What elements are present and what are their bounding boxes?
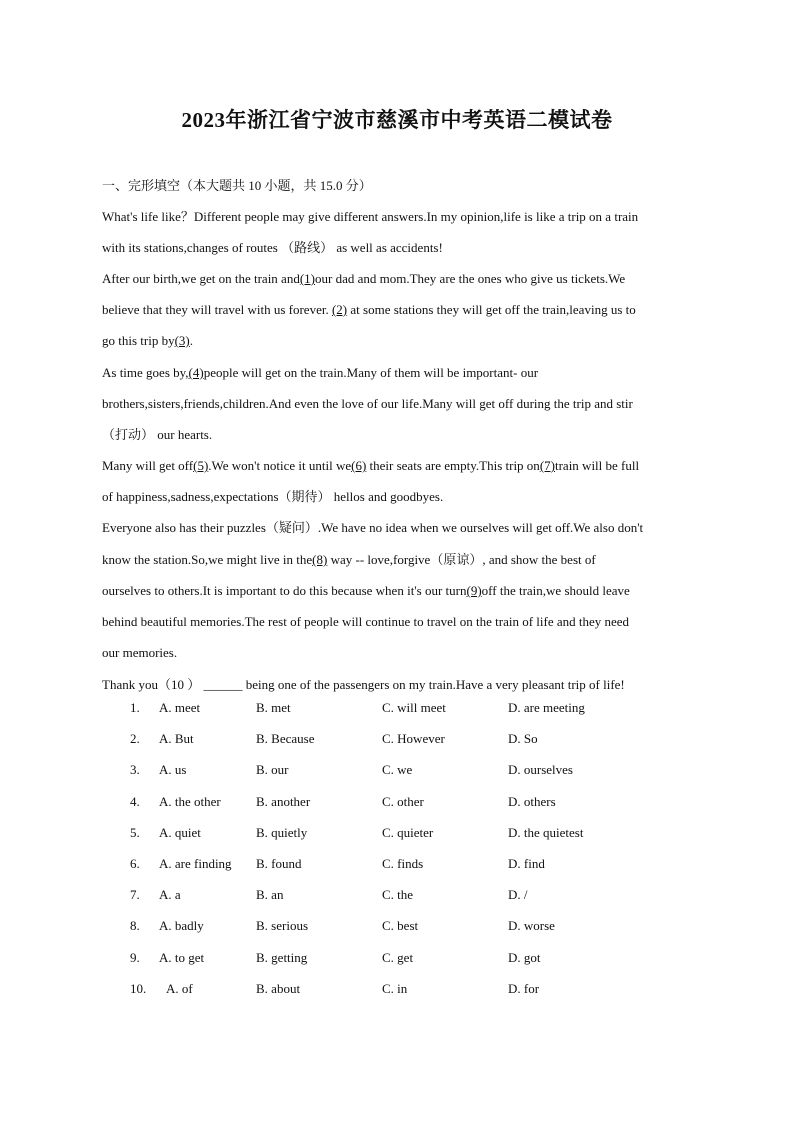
passage-line (102, 450, 702, 481)
question-number: 9. (130, 949, 140, 965)
passage-text: behind beautiful memories.The rest of people will continue to travel on the train of life and they need (102, 614, 630, 629)
option-b: B. about (256, 980, 301, 996)
question-row (0, 794, 794, 814)
blank-marker: (6) (351, 458, 367, 473)
option-b: B. quietly (256, 824, 308, 840)
option-c: C. best (382, 918, 419, 934)
option-c: C. other (382, 793, 424, 809)
passage-line (102, 669, 702, 700)
question-row (0, 950, 794, 970)
question-number: 1. (130, 700, 140, 715)
option-b: B. our (256, 762, 289, 778)
option-a: A. us (159, 762, 187, 778)
question-number: 5. (130, 824, 140, 840)
question-row (0, 825, 794, 845)
option-c: C. will meet (382, 700, 446, 715)
question-row (0, 700, 794, 720)
passage-text: （打动） our hearts. (102, 427, 213, 442)
passage-text: know the station.So,we might live in the (102, 552, 313, 567)
passage-line (102, 575, 702, 606)
question-row (0, 887, 794, 907)
blank-marker: (3) (174, 333, 190, 348)
passage-text: with its stations,changes of routes （路线） as well as accidents! (102, 240, 443, 255)
option-a: A. quiet (159, 824, 201, 840)
passage-line (102, 357, 702, 388)
option-b: B. met (256, 700, 291, 715)
option-a: A. But (159, 731, 194, 747)
passage-text: people will get on the train.Many of them will be important- our (203, 365, 539, 380)
blank-marker: (5) (193, 458, 209, 473)
passage-line (102, 388, 702, 419)
passage-text: their seats are empty.This trip on (366, 458, 540, 473)
passage-text: After our birth,we get on the train and (102, 271, 300, 286)
option-d: D. find (508, 856, 545, 871)
option-b: B. found (256, 856, 302, 871)
option-d: D. So (508, 731, 538, 747)
option-b: B. another (256, 793, 311, 809)
option-c: C. finds (382, 856, 424, 871)
blank-marker: (2) (331, 302, 348, 317)
passage-line (102, 294, 702, 325)
question-number: 4. (130, 793, 140, 809)
option-a: A. meet (159, 700, 201, 715)
question-row (0, 856, 794, 876)
passage-text: go this trip by (102, 333, 175, 348)
blank-marker: (4) (188, 365, 204, 380)
passage-text: believe that they will travel with us forever. (102, 302, 332, 317)
question-number: 6. (130, 856, 140, 871)
passage-line (102, 232, 702, 263)
option-a: A. are finding (159, 856, 232, 871)
option-b: B. serious (256, 918, 308, 934)
option-b: B. Because (256, 731, 315, 747)
option-a: A. the other (159, 793, 221, 809)
option-d: D. / (508, 887, 528, 903)
passage-text: Thank you（10 ） ______ being one of the passengers on my train.Have a very pleasant trip of life! (102, 677, 625, 692)
passage-line (102, 606, 702, 637)
option-a: A. badly (159, 918, 204, 934)
question-number: 8. (130, 918, 140, 934)
option-d: D. ourselves (508, 762, 573, 778)
option-c: C. the (382, 887, 414, 903)
passage-line (102, 637, 702, 668)
passage-text: Many will get off (102, 458, 194, 473)
option-b: B. an (256, 887, 284, 903)
question-number: 10. (130, 980, 147, 996)
passage-text: Everyone also has their puzzles（疑问）.We have no idea when we ourselves will get off.We also don't (102, 520, 644, 535)
passage-line (102, 263, 702, 294)
option-c: C. get (382, 949, 414, 965)
passage-line (102, 481, 702, 512)
passage-text: . (189, 333, 194, 348)
passage-line (102, 325, 702, 356)
option-c: C. we (382, 762, 413, 778)
option-c: C. However (382, 731, 445, 747)
option-c: C. in (382, 980, 408, 996)
question-row (0, 918, 794, 938)
passage-text: of happiness,sadness,expectations（期待） hellos and goodbyes. (102, 489, 444, 504)
question-row (0, 981, 794, 1001)
passage-text: our memories. (102, 645, 178, 660)
option-d: D. others (508, 793, 556, 809)
option-d: D. worse (508, 918, 555, 934)
option-b: B. getting (256, 949, 308, 965)
passage-text: As time goes by, (102, 365, 189, 380)
question-number: 3. (130, 762, 140, 778)
option-c: C. quieter (382, 824, 434, 840)
passage-text: brothers,sisters,friends,children.And even the love of our life.Many will get off during the trip and stir (102, 396, 633, 411)
section-heading: 一、完形填空（本大题共 10 小题，共 15.0 分） (102, 178, 372, 193)
passage-text: .We won't notice it until we (208, 458, 352, 473)
question-number: 7. (130, 887, 140, 903)
page-title: 2023年浙江省宁波市慈溪市中考英语二模试卷 (181, 108, 613, 132)
option-d: D. got (508, 949, 541, 965)
passage-line (102, 419, 702, 450)
question-row (0, 731, 794, 751)
question-number: 2. (130, 731, 140, 747)
passage-line (102, 544, 702, 575)
blank-marker: (1) (299, 271, 315, 286)
passage-line (102, 201, 702, 232)
option-a: A. a (159, 887, 181, 903)
option-a: A. to get (159, 949, 205, 965)
option-a: A. of (166, 980, 193, 996)
passage-text: What's life like？Different people may give different answers.In my opinion,life is like a trip on a train (102, 209, 639, 224)
option-d: D. the quietest (508, 824, 584, 840)
blank-marker: (7) (539, 458, 555, 473)
blank-marker: (9) (466, 583, 482, 598)
passage-text: train will be full (554, 458, 640, 473)
passage-text: ourselves to others.It is important to do this because when it's our turn (102, 583, 467, 598)
passage-line (102, 512, 702, 543)
blank-marker: (8) (312, 552, 328, 567)
option-d: D. are meeting (508, 700, 585, 715)
option-d: D. for (508, 980, 540, 996)
passage-text: at some stations they will get off the train,leaving us to (347, 302, 636, 317)
passage-text: our dad and mom.They are the ones who give us tickets.We (315, 271, 626, 286)
passage-text: way -- love,forgive（原谅）, and show the best of (327, 552, 596, 567)
question-row (0, 762, 794, 782)
passage-text: off the train,we should leave (481, 583, 630, 598)
